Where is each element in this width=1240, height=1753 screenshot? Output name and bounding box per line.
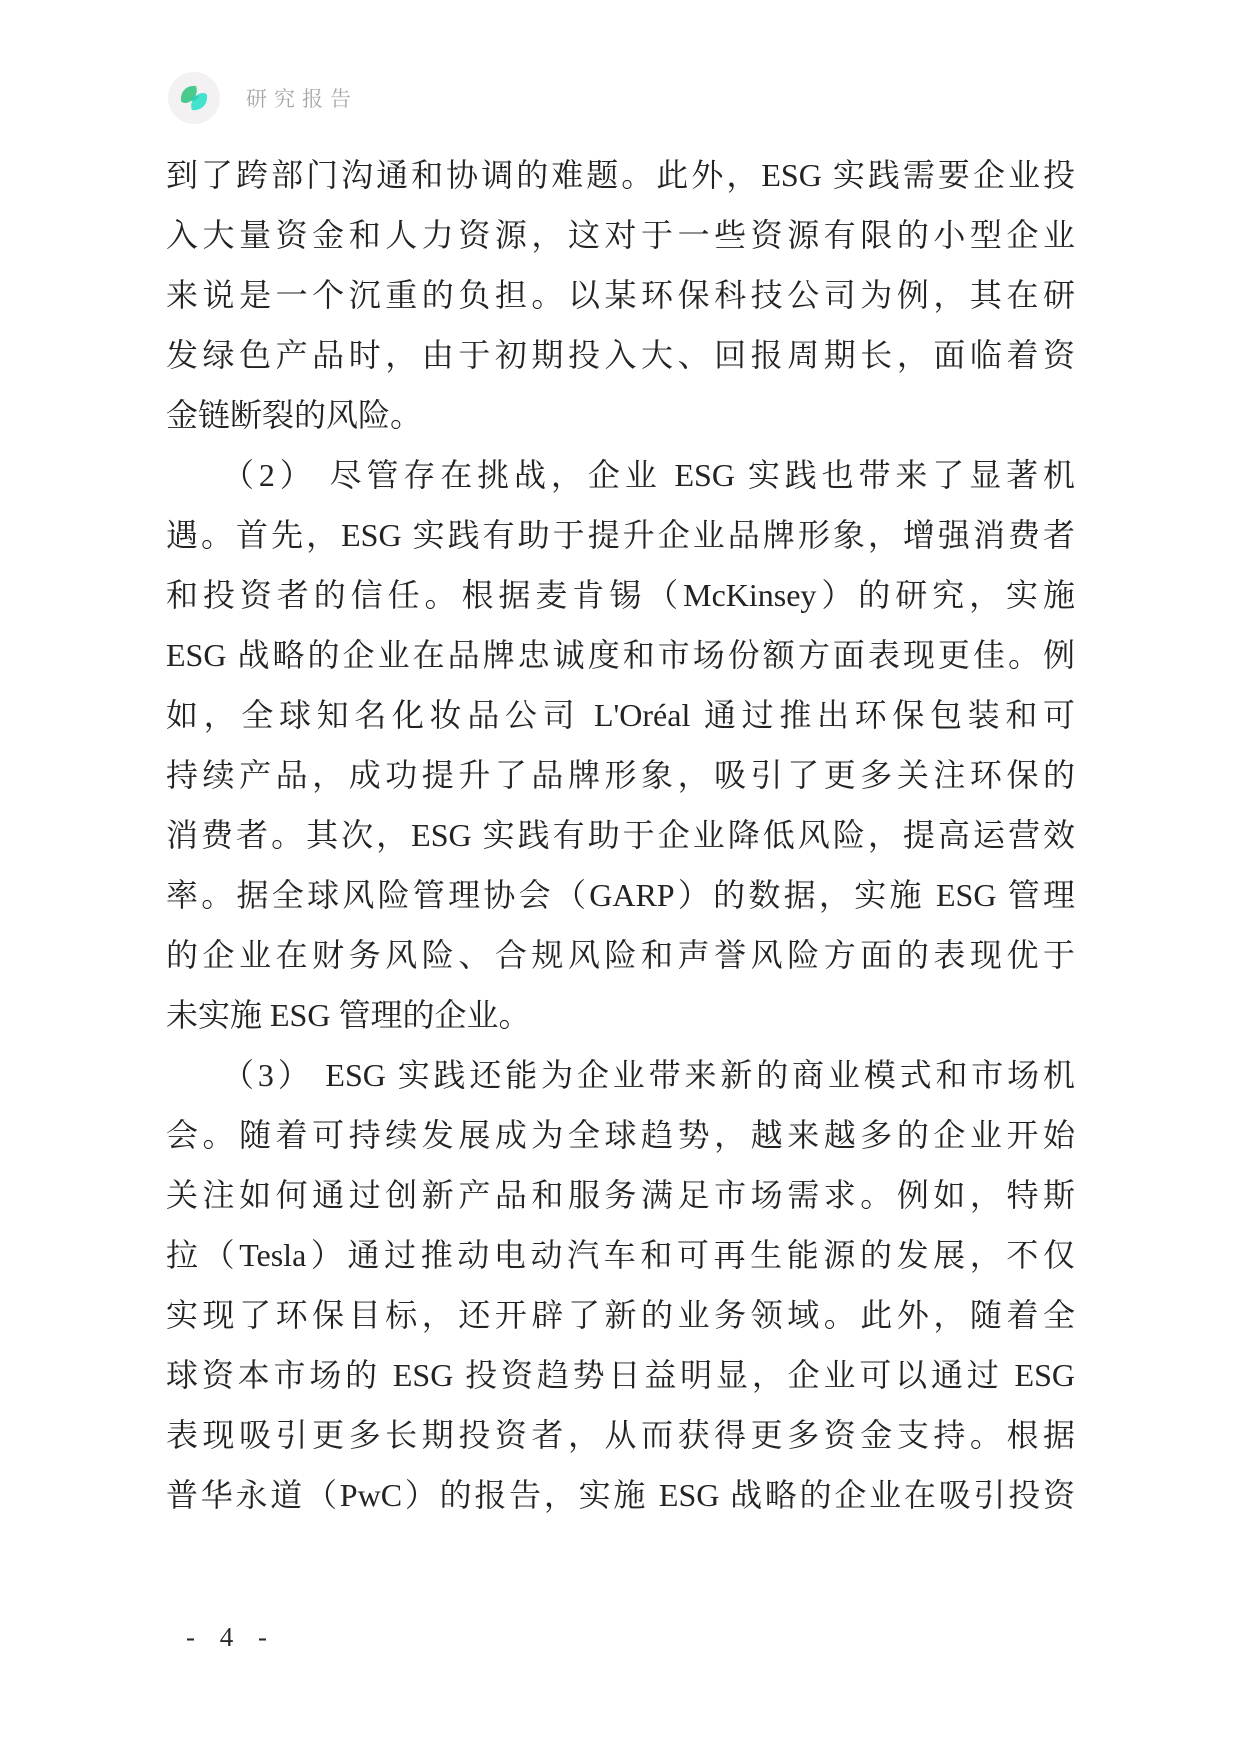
paragraph-1 xyxy=(166,145,1075,445)
text-line: 和投资者的信任。根据麦肯锡（McKinsey）的研究，实施 xyxy=(166,577,1075,613)
text-line: 遇。首先，ESG 实践有助于提升企业品牌形象，增强消费者 xyxy=(166,517,1075,553)
text-line: 来说是一个沉重的负担。以某环保科技公司为例，其在研 xyxy=(166,277,1075,313)
document-body xyxy=(166,145,1075,1525)
text-line: 如，全球知名化妆品公司 L'Oréal 通过推出环保包装和可 xyxy=(166,697,1075,733)
report-logo-icon xyxy=(168,72,220,124)
text-line: 关注如何通过创新产品和服务满足市场需求。例如，特斯 xyxy=(166,1177,1075,1213)
text-line: 球资本市场的 ESG 投资趋势日益明显，企业可以通过 ESG xyxy=(166,1357,1075,1393)
page-number: - 4 - xyxy=(186,1622,276,1652)
text-line: 金链断裂的风险。 xyxy=(166,397,423,433)
text-line: 入大量资金和人力资源，这对于一些资源有限的小型企业 xyxy=(166,217,1075,253)
text-line: 会。随着可持续发展成为全球趋势，越来越多的企业开始 xyxy=(166,1117,1075,1153)
paragraph-3 xyxy=(166,1045,1075,1525)
text-line: （3） ESG 实践还能为企业带来新的商业模式和市场机 xyxy=(222,1057,1075,1093)
text-line: 实现了环保目标，还开辟了新的业务领域。此外，随着全 xyxy=(166,1297,1075,1333)
text-line: 拉（Tesla）通过推动电动汽车和可再生能源的发展，不仅 xyxy=(166,1237,1075,1273)
text-line: 率。据全球风险管理协会（GARP）的数据，实施 ESG 管理 xyxy=(166,877,1075,913)
text-line: 表现吸引更多长期投资者，从而获得更多资金支持。根据 xyxy=(166,1417,1075,1453)
text-line: ESG 战略的企业在品牌忠诚度和市场份额方面表现更佳。例 xyxy=(166,637,1075,673)
report-header xyxy=(168,72,358,124)
paragraph-2 xyxy=(166,445,1075,1045)
logo-label: 研究报告 xyxy=(246,87,358,111)
text-line: 发绿色产品时，由于初期投入大、回报周期长，面临着资 xyxy=(166,337,1075,373)
text-line: 持续产品，成功提升了品牌形象，吸引了更多关注环保的 xyxy=(166,757,1075,793)
text-line: 未实施 ESG 管理的企业。 xyxy=(166,997,531,1033)
text-line: 的企业在财务风险、合规风险和声誉风险方面的表现优于 xyxy=(166,937,1075,973)
text-line: （2） 尽管存在挑战，企业 ESG 实践也带来了显著机 xyxy=(222,457,1075,493)
text-line: 普华永道（PwC）的报告，实施 ESG 战略的企业在吸引投资 xyxy=(166,1477,1075,1513)
text-line: 到了跨部门沟通和协调的难题。此外，ESG 实践需要企业投 xyxy=(166,157,1075,193)
text-line: 消费者。其次，ESG 实践有助于企业降低风险，提高运营效 xyxy=(166,817,1075,853)
